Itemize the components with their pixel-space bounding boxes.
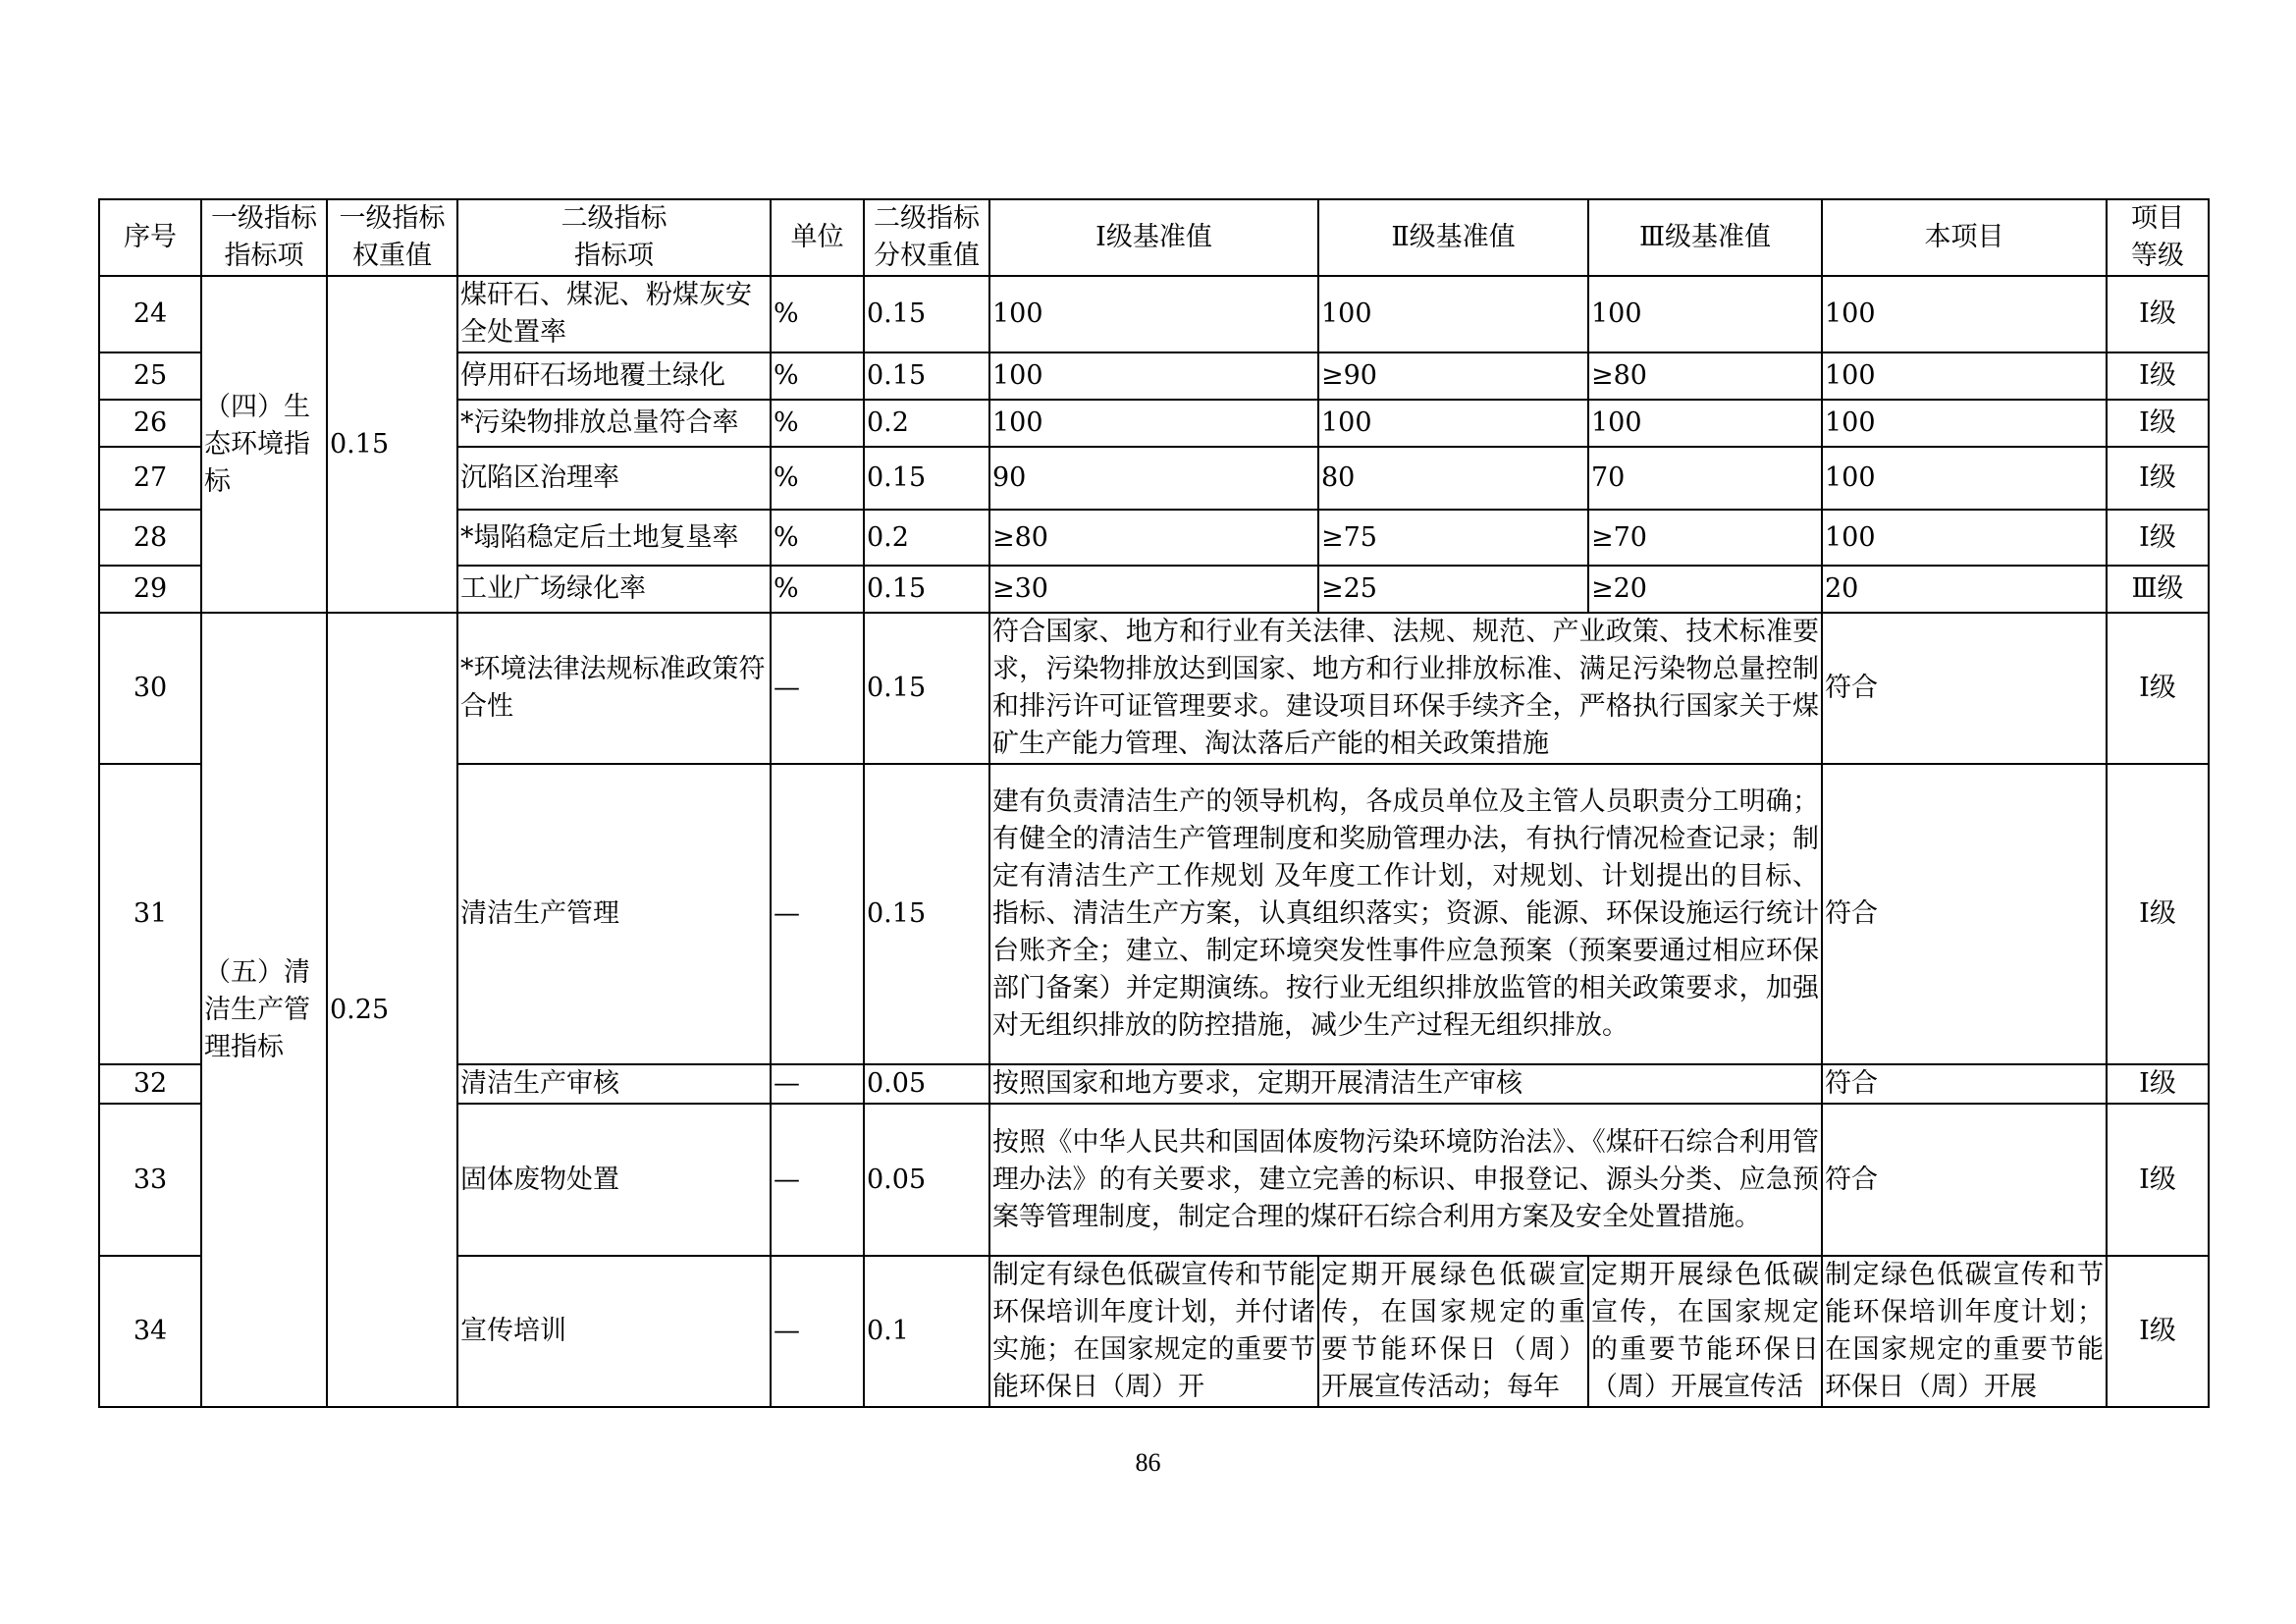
- grade: Ⅰ级: [2107, 764, 2209, 1064]
- level1-value: 100: [989, 352, 1318, 400]
- header-level1: Ⅰ级基准值: [989, 199, 1318, 276]
- item-weight: 0.1: [864, 1256, 989, 1407]
- project-value: 制定绿色低碳宣传和节能环保培训年度计划；在国家规定的重要节能环保日（周）开展: [1822, 1256, 2107, 1407]
- unit: —: [771, 764, 864, 1064]
- level2-value: ≥75: [1318, 510, 1588, 566]
- header-no: 序号: [99, 199, 201, 276]
- standard-text: 按照《中华人民共和国固体废物污染环境防治法》、《煤矸石综合利用管理办法》的有关要求，建立完善的标识、申报登记、源头分类、应急预案等管理制度，制定合理的煤矸石综合利用方案及安全处置措施。: [989, 1104, 1822, 1256]
- unit: %: [771, 400, 864, 447]
- table-row: [99, 276, 2209, 352]
- project-value: 100: [1822, 400, 2107, 447]
- item-weight: 0.2: [864, 510, 989, 566]
- item-weight: 0.15: [864, 613, 989, 764]
- row-no: 25: [99, 352, 201, 400]
- header-l1-weight: 一级指标 权重值: [327, 199, 457, 276]
- header-level3: Ⅲ级基准值: [1588, 199, 1822, 276]
- unit: —: [771, 1256, 864, 1407]
- unit: %: [771, 276, 864, 352]
- row-no: 29: [99, 566, 201, 613]
- item-name: 清洁生产审核: [457, 1064, 771, 1104]
- level3-value: ≥20: [1588, 566, 1822, 613]
- grade: Ⅰ级: [2107, 613, 2209, 764]
- header-l2-item: 二级指标 指标项: [457, 199, 771, 276]
- item-name: 固体废物处置: [457, 1104, 771, 1256]
- row-no: 33: [99, 1104, 201, 1256]
- unit: %: [771, 566, 864, 613]
- level3-value: 100: [1588, 400, 1822, 447]
- project-value: 符合: [1822, 764, 2107, 1064]
- item-name: *环境法律法规标准政策符合性: [457, 613, 771, 764]
- project-value: 符合: [1822, 1104, 2107, 1256]
- header-project: 本项目: [1822, 199, 2107, 276]
- grade: Ⅰ级: [2107, 1104, 2209, 1256]
- item-weight: 0.15: [864, 352, 989, 400]
- level3-value: ≥80: [1588, 352, 1822, 400]
- indicator-table: [98, 198, 2210, 1408]
- header-l1-item: 一级指标 指标项: [201, 199, 327, 276]
- level2-value: 100: [1318, 276, 1588, 352]
- level3-value: 定期开展绿色低碳宣传，在国家规定的重要节能环保日（周）开展宣传活: [1588, 1256, 1822, 1407]
- standard-text: 建有负责清洁生产的领导机构，各成员单位及主管人员职责分工明确；有健全的清洁生产管理制度和奖励管理办法，有执行情况检查记录；制定有清洁生产工作规划 及年度工作计划，对规划、计划提出的目标、指标、清洁生产方案，认真组织落实；资源、能源、环保设施运行统计台账齐全；建立、制定环境突发性事件应急预案（预案要通过相应环保部门备案）并定期演练。按行业无组织排放监管的相关政策要求，加强对无组织排放的防控措施，减少生产过程无组织排放。: [989, 764, 1822, 1064]
- row-no: 31: [99, 764, 201, 1064]
- item-weight: 0.2: [864, 400, 989, 447]
- header-grade: 项目 等级: [2107, 199, 2209, 276]
- item-weight: 0.05: [864, 1064, 989, 1104]
- unit: %: [771, 352, 864, 400]
- project-value: 100: [1822, 447, 2107, 510]
- item-name: 工业广场绿化率: [457, 566, 771, 613]
- level1-value: ≥30: [989, 566, 1318, 613]
- header-l2-weight: 二级指标 分权重值: [864, 199, 989, 276]
- item-weight: 0.15: [864, 566, 989, 613]
- project-value: 符合: [1822, 1064, 2107, 1104]
- row-no: 34: [99, 1256, 201, 1407]
- standard-text: 符合国家、地方和行业有关法律、法规、规范、产业政策、技术标准要求，污染物排放达到国家、地方和行业排放标准、满足污染物总量控制和排污许可证管理要求。建设项目环保手续齐全，严格执行国家关于煤矿生产能力管理、淘汰落后产能的相关政策措施: [989, 613, 1822, 764]
- level1-value: ≥80: [989, 510, 1318, 566]
- project-value: 100: [1822, 510, 2107, 566]
- item-weight: 0.15: [864, 764, 989, 1064]
- grade: Ⅰ级: [2107, 447, 2209, 510]
- project-value: 100: [1822, 276, 2107, 352]
- level2-value: 定期开展绿色低碳宣传，在国家规定的重要节能环保日（周）开展宣传活动；每年: [1318, 1256, 1588, 1407]
- header-level2: Ⅱ级基准值: [1318, 199, 1588, 276]
- page-number: 86: [1135, 1448, 1161, 1477]
- item-name: *污染物排放总量符合率: [457, 400, 771, 447]
- level3-value: ≥70: [1588, 510, 1822, 566]
- level1-value: 制定有绿色低碳宣传和节能环保培训年度计划，并付诸实施；在国家规定的重要节能环保日（周）开: [989, 1256, 1318, 1407]
- item-name: 沉陷区治理率: [457, 447, 771, 510]
- header-unit: 单位: [771, 199, 864, 276]
- grade: Ⅲ级: [2107, 566, 2209, 613]
- table-row: [99, 613, 2209, 764]
- group-weight: 0.25: [327, 613, 457, 1407]
- level1-value: 100: [989, 276, 1318, 352]
- unit: —: [771, 1104, 864, 1256]
- row-no: 27: [99, 447, 201, 510]
- unit: —: [771, 613, 864, 764]
- level2-value: 100: [1318, 400, 1588, 447]
- unit: —: [771, 1064, 864, 1104]
- group-name: （五）清洁生产管理指标: [201, 613, 327, 1407]
- unit: %: [771, 510, 864, 566]
- item-weight: 0.15: [864, 276, 989, 352]
- row-no: 28: [99, 510, 201, 566]
- group-name: （四）生态环境指标: [201, 276, 327, 613]
- item-weight: 0.05: [864, 1104, 989, 1256]
- level1-value: 100: [989, 400, 1318, 447]
- item-name: *塌陷稳定后土地复垦率: [457, 510, 771, 566]
- item-weight: 0.15: [864, 447, 989, 510]
- item-name: 宣传培训: [457, 1256, 771, 1407]
- item-name: 停用矸石场地覆土绿化: [457, 352, 771, 400]
- level1-value: 90: [989, 447, 1318, 510]
- group-weight: 0.15: [327, 276, 457, 613]
- row-no: 32: [99, 1064, 201, 1104]
- level3-value: 100: [1588, 276, 1822, 352]
- project-value: 100: [1822, 352, 2107, 400]
- row-no: 26: [99, 400, 201, 447]
- row-no: 24: [99, 276, 201, 352]
- level2-value: ≥90: [1318, 352, 1588, 400]
- standard-text: 按照国家和地方要求，定期开展清洁生产审核: [989, 1064, 1822, 1104]
- item-name: 清洁生产管理: [457, 764, 771, 1064]
- project-value: 20: [1822, 566, 2107, 613]
- grade: Ⅰ级: [2107, 1064, 2209, 1104]
- grade: Ⅰ级: [2107, 510, 2209, 566]
- level3-value: 70: [1588, 447, 1822, 510]
- grade: Ⅰ级: [2107, 352, 2209, 400]
- item-name: 煤矸石、煤泥、粉煤灰安全处置率: [457, 276, 771, 352]
- project-value: 符合: [1822, 613, 2107, 764]
- grade: Ⅰ级: [2107, 276, 2209, 352]
- level2-value: ≥25: [1318, 566, 1588, 613]
- grade: Ⅰ级: [2107, 400, 2209, 447]
- grade: Ⅰ级: [2107, 1256, 2209, 1407]
- row-no: 30: [99, 613, 201, 764]
- level2-value: 80: [1318, 447, 1588, 510]
- unit: %: [771, 447, 864, 510]
